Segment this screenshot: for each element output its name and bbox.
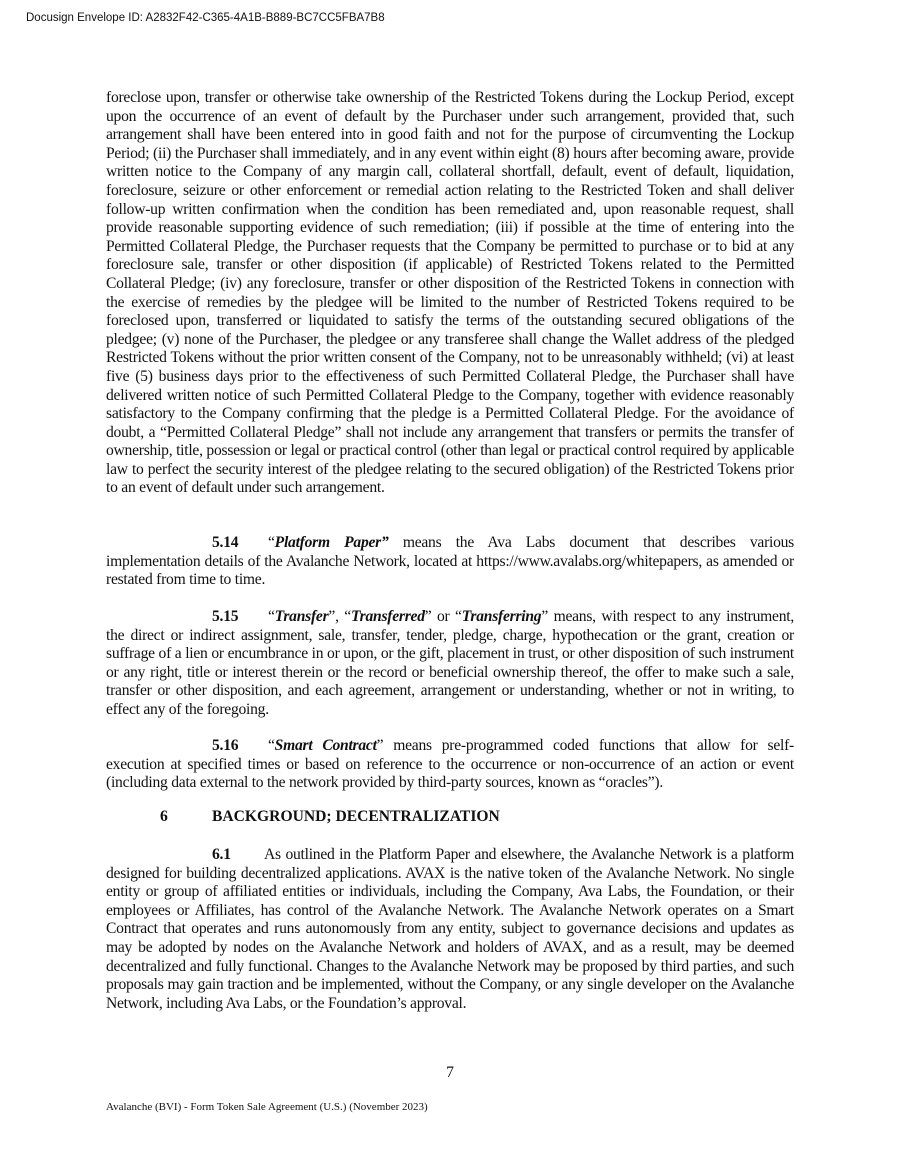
section-5-16 [106,737,794,793]
quote: “ [268,608,275,625]
section-6-1 [106,846,794,1013]
defined-term: Smart Contract [274,737,377,754]
section-number: 6.1 [212,846,231,863]
definition-text: ” means, with respect to any instrument, the direct or indirect assignment, sale, transfer, tender, pledge, charge, hypothecation or the grant, creation or suffrage of a lien or encumbrance in or upon, or the gift, placement in trust, or other disposition of such instrument or any right, title or interest therein or the record or beneficial ownership thereof, the offer to make such a sale, transfer or other disposition, and each agreement, arrangement or understanding, whether or not in writing, to effect any of the foregoing. [106,608,795,718]
section-5-15 [106,608,794,720]
section-6-heading [160,808,500,826]
quote: “ [268,534,275,551]
defined-term: Transferred [350,608,425,625]
punctuation: ”, “ [328,608,351,625]
defined-term: Transfer [274,608,329,625]
quote: ” [381,534,389,551]
envelope-id: Docusign Envelope ID: A2832F42-C365-4A1B-B889-BC7CC5FBA7B8 [26,12,385,24]
footer: Avalanche (BVI) - Form Token Sale Agreement (U.S.) (November 2023) [106,1101,428,1113]
page-number: 7 [446,1064,454,1081]
definition-text: ” means pre-programmed coded functions that allow for self-execution at specified times or based on reference to the occurrence or non-occurrence of an action or event (including data external to the network provided by third-party sources, known as “oracles”). [106,737,794,792]
defined-term: Platform Paper [274,534,381,551]
definition-text: means the Ava Labs document that describes various implementation details of the Avalanche Network, located at https://www.avalabs.org/whitepapers, as amended or restated from time to time. [106,534,795,589]
continuation-paragraph: foreclose upon, transfer or otherwise take ownership of the Restricted Tokens during the Lockup Period, except upon the occurrence of an event of default by the Purchaser under such arrangement, provided that, such arrangement shall have been entered into in good faith and not for the purpose of circumventing the Lockup Period; (ii) the Purchaser shall immediately, and in any event within eight (8) hours after becoming aware, provide written notice to the Company of any margin call, collateral shortfall, default, event of default, liquidation, foreclosure, seizure or other enforcement or remedial action relating to the Restricted Token and shall deliver follow-up written confirmation when the condition has been remediated and, upon reasonable request, shall provide reasonable supporting evidence of such remediation; (iii) if possible at the time of entering into the Permitted Collateral Pledge, the Purchaser requests that the Company be permitted to purchase or to bid at any foreclosure sale, transfer or other disposition (if applicable) of Restricted Tokens related to the Permitted Collateral Pledge; (iv) any foreclosure, transfer or other disposition of the Restricted Tokens in connection with the exercise of remedies by the pledgee will be limited to the number of Restricted Tokens required to be foreclosed upon, transferred or liquidated to satisfy the terms of the outstanding secured obligations of the pledgee; (v) none of the Purchaser, the pledgee or any transferee shall change the Wallet address of the pledged Restricted Tokens without the prior written consent of the Company, not to be unreasonably withheld; (vi) at least five (5) business days prior to the effectiveness of such Permitted Collateral Pledge, the Purchaser shall have delivered written notice of such Permitted Collateral Pledge to the Company, together with evidence reasonably satisfactory to the Company confirming that the pledge is a Permitted Collateral Pledge. For the avoidance of doubt, a “Permitted Collateral Pledge” shall not include any arrangement that transfers or permits the transfer of ownership, title, possession or legal or practical control (other than legal or practical control required by applicable law to perfect the security interest of the pledgee relating to the secured obligation) of the Restricted Tokens prior to an event of default under such arrangement. [106,89,794,497]
section-number: 6 [160,808,168,825]
section-number: 5.15 [212,608,239,625]
section-title: BACKGROUND; DECENTRALIZATION [212,808,500,825]
defined-term: Transferring [461,608,542,625]
punctuation: ” or “ [424,608,462,625]
section-text: As outlined in the Platform Paper and elsewhere, the Avalanche Network is a platform designed for building decentralized applications. AVAX is the native token of the Avalanche Network. No single entity or group of affiliated entities or individuals, including the Company, Ava Labs, the Foundation, or their employees or Affiliates, has control of the Avalanche Network. The Avalanche Network operates on a Smart Contract that operates and runs autonomously from any entity, subject to governance decisions and updates as may be adopted by nodes on the Avalanche Network and holders of AVAX, and as a result, may be deemed decentralized and fully functional. Changes to the Avalanche Network may be proposed by third parties, and such proposals may gain traction and be implemented, without the Company, or any single developer on the Avalanche Network, including Ava Labs, or the Foundation’s approval. [106,846,794,1012]
section-number: 5.16 [212,737,239,754]
quote: “ [268,737,275,754]
section-number: 5.14 [212,534,239,551]
section-5-14 [106,534,794,590]
